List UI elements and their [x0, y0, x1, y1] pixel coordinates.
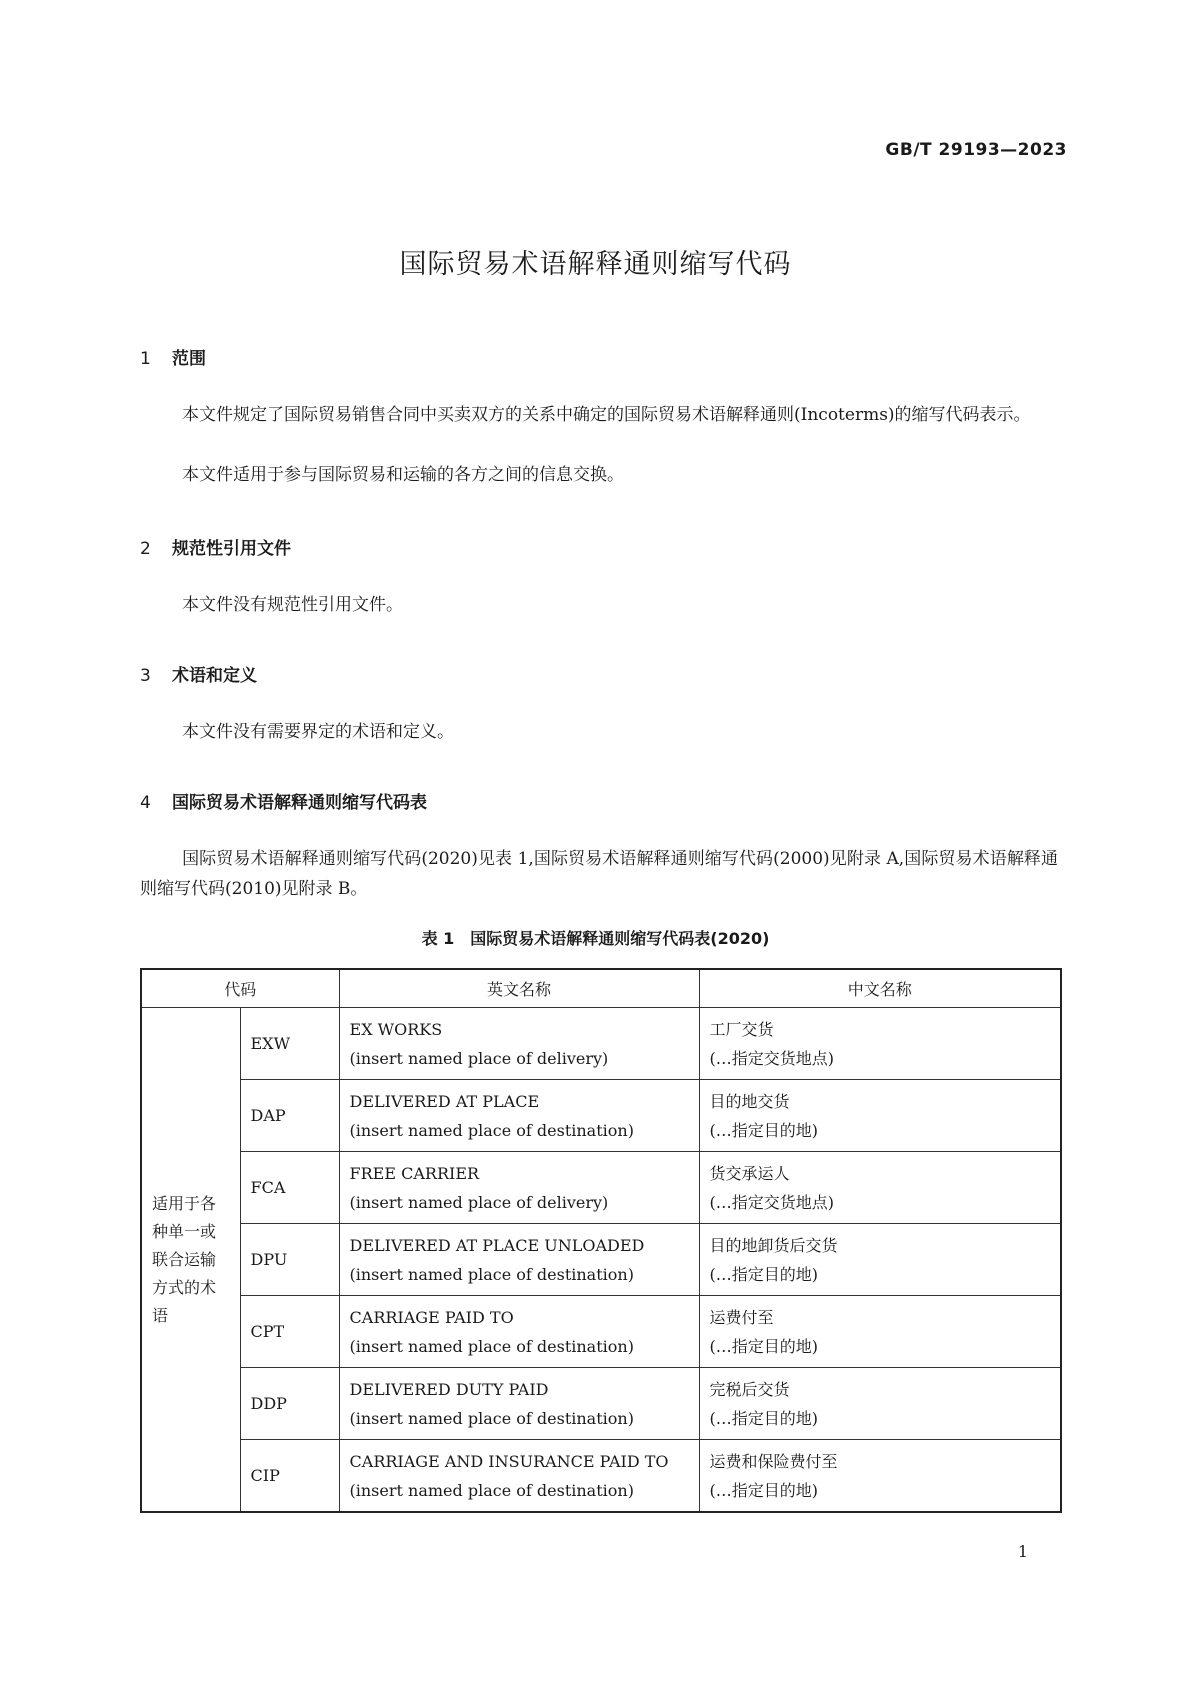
english-name: DELIVERED AT PLACE: [349, 1091, 540, 1111]
table-row: [141, 1224, 1061, 1296]
chinese-subtitle: (…指定目的地): [709, 1120, 819, 1140]
english-subtitle: (insert named place of destination): [349, 1408, 634, 1428]
english-subtitle: (insert named place of delivery): [349, 1048, 609, 1068]
section-title: 术语和定义: [172, 666, 257, 686]
code-cell: CPT: [240, 1296, 339, 1368]
english-name: CARRIAGE AND INSURANCE PAID TO: [349, 1451, 669, 1471]
chinese-subtitle: (…指定目的地): [709, 1408, 819, 1428]
section-2-heading: [140, 534, 291, 559]
table-intro-text: 国际贸易术语解释通则缩写代码(2020)见表 1,国际贸易术语解释通则缩写代码(2000)见附录 A,国际贸易术语解释通则缩写代码(2010)见附录 B。: [140, 849, 1058, 899]
table-caption: 表 1 国际贸易术语解释通则缩写代码表(2020): [421, 929, 770, 948]
code-cell: FCA: [240, 1152, 339, 1224]
section-3-heading: [140, 661, 257, 686]
table-row: [141, 1440, 1061, 1513]
chinese-subtitle: (…指定目的地): [709, 1480, 819, 1500]
scope-paragraph-1: [140, 400, 1058, 430]
chinese-name-cell: [699, 1080, 1061, 1152]
english-subtitle: (insert named place of delivery): [349, 1192, 609, 1212]
chinese-name-cell: [699, 1008, 1061, 1080]
english-subtitle: (insert named place of destination): [349, 1120, 634, 1140]
standard-code: GB/T 29193—2023: [885, 140, 1067, 160]
table-row: [141, 1080, 1061, 1152]
scope-text-2: 本文件适用于参与国际贸易和运输的各方之间的信息交换。: [182, 465, 624, 485]
table-row: [141, 1296, 1061, 1368]
refs-paragraph: [140, 590, 1058, 620]
refs-text: 本文件没有规范性引用文件。: [182, 595, 403, 615]
chinese-name: 运费和保险费付至: [709, 1451, 838, 1471]
code-cell: DDP: [240, 1368, 339, 1440]
page-number: 1: [1017, 1542, 1028, 1561]
english-name: EX WORKS: [349, 1019, 443, 1039]
chinese-subtitle: (…指定交货地点): [709, 1048, 835, 1068]
english-name: DELIVERED DUTY PAID: [349, 1379, 549, 1399]
table-row: [141, 1008, 1061, 1080]
chinese-name: 运费付至: [709, 1307, 774, 1327]
header-code: 代码: [141, 969, 339, 1008]
chinese-name: 完税后交货: [709, 1379, 790, 1399]
section-title: 国际贸易术语解释通则缩写代码表: [172, 793, 427, 813]
english-name-cell: [339, 1224, 699, 1296]
code-cell: DAP: [240, 1080, 339, 1152]
chinese-subtitle: (…指定目的地): [709, 1336, 819, 1356]
chinese-name-cell: [699, 1296, 1061, 1368]
section-title: 规范性引用文件: [172, 539, 291, 559]
terms-text: 本文件没有需要界定的术语和定义。: [182, 722, 454, 742]
scope-paragraph-2: [140, 460, 1058, 490]
english-name-cell: [339, 1440, 699, 1513]
terms-paragraph: [140, 717, 1058, 747]
scope-text-1: 本文件规定了国际贸易销售合同中买卖双方的关系中确定的国际贸易术语解释通则(Incoterms)的缩写代码表示。: [182, 405, 1031, 425]
table-row: [141, 1152, 1061, 1224]
table-row: [141, 1368, 1061, 1440]
english-name-cell: [339, 1152, 699, 1224]
category-cell: 适用于各种单一或联合运输方式的术语: [141, 1008, 240, 1513]
code-cell: EXW: [240, 1008, 339, 1080]
chinese-name: 目的地卸货后交货: [709, 1235, 838, 1255]
chinese-name-cell: [699, 1440, 1061, 1513]
section-4-heading: [140, 788, 427, 813]
header-english-name: 英文名称: [339, 969, 699, 1008]
section-title: 范围: [172, 349, 206, 369]
english-name-cell: [339, 1296, 699, 1368]
chinese-name-cell: [699, 1368, 1061, 1440]
english-name-cell: [339, 1368, 699, 1440]
table-header-row: [141, 969, 1061, 1008]
table-intro-paragraph: [140, 844, 1058, 904]
english-name: FREE CARRIER: [349, 1163, 480, 1183]
incoterms-code-table: [140, 968, 1062, 1513]
english-name-cell: [339, 1080, 699, 1152]
code-cell: DPU: [240, 1224, 339, 1296]
english-subtitle: (insert named place of destination): [349, 1264, 634, 1284]
chinese-subtitle: (…指定交货地点): [709, 1192, 835, 1212]
chinese-name-cell: [699, 1152, 1061, 1224]
document-title: 国际贸易术语解释通则缩写代码: [399, 249, 792, 280]
section-number: 1: [140, 349, 151, 369]
code-cell: CIP: [240, 1440, 339, 1513]
section-number: 4: [140, 793, 151, 813]
english-name-cell: [339, 1008, 699, 1080]
english-subtitle: (insert named place of destination): [349, 1336, 634, 1356]
english-subtitle: (insert named place of destination): [349, 1480, 634, 1500]
chinese-name: 货交承运人: [709, 1163, 790, 1183]
section-1-heading: [140, 344, 206, 369]
chinese-name: 工厂交货: [709, 1019, 774, 1039]
english-name: DELIVERED AT PLACE UNLOADED: [349, 1235, 645, 1255]
section-number: 3: [140, 666, 151, 686]
chinese-subtitle: (…指定目的地): [709, 1264, 819, 1284]
header-chinese-name: 中文名称: [699, 969, 1061, 1008]
chinese-name-cell: [699, 1224, 1061, 1296]
english-name: CARRIAGE PAID TO: [349, 1307, 514, 1327]
chinese-name: 目的地交货: [709, 1091, 790, 1111]
section-number: 2: [140, 539, 151, 559]
